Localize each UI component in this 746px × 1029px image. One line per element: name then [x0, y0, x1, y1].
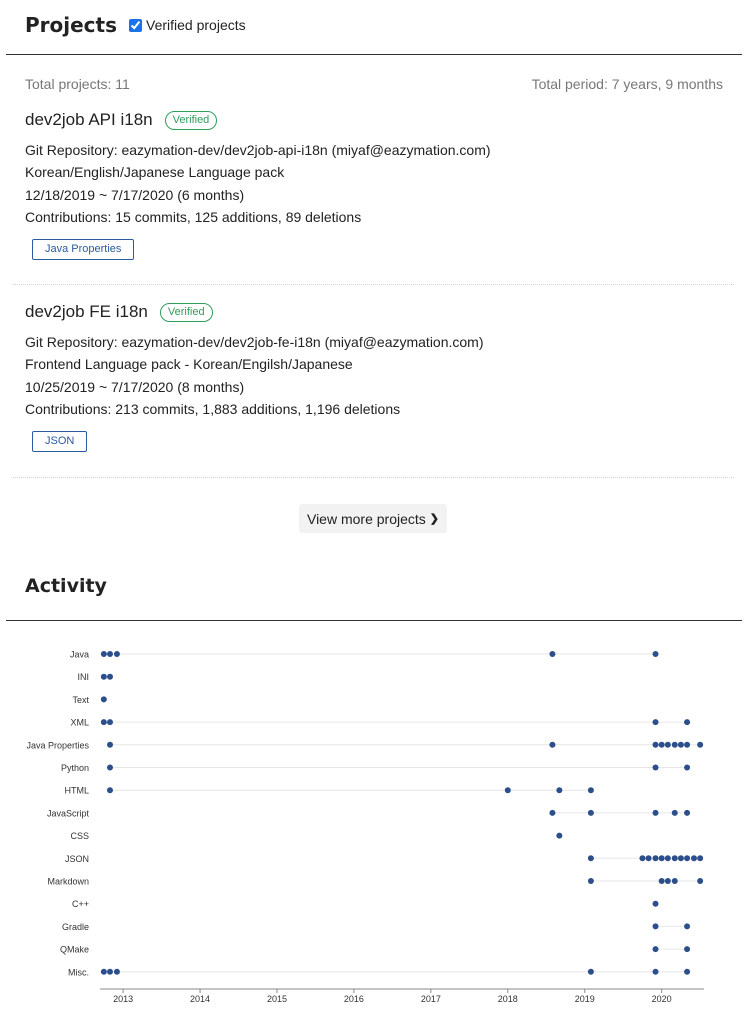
category-label: HTML — [64, 785, 89, 796]
project-period: 10/25/2019 ~ 7/17/2020 (8 months) — [25, 378, 245, 395]
data-point — [684, 810, 690, 816]
category-label: Python — [60, 763, 89, 773]
x-tick-label: 2018 — [497, 994, 518, 1004]
data-point — [672, 878, 678, 884]
category-label: JavaScript — [46, 808, 89, 819]
data-point — [639, 855, 645, 861]
data-point — [691, 855, 697, 861]
data-point — [678, 855, 684, 861]
category-label: Text — [72, 694, 89, 705]
data-point — [672, 810, 678, 816]
data-point — [697, 855, 703, 861]
projects-summary — [25, 76, 723, 92]
category-label: Gradle — [61, 921, 89, 932]
data-point — [665, 878, 671, 884]
header-divider — [6, 54, 742, 55]
project-divider — [13, 477, 734, 478]
project-card — [25, 107, 734, 260]
data-point — [659, 855, 665, 861]
category-label: JSON — [64, 853, 89, 864]
data-point — [107, 674, 113, 680]
data-point — [556, 833, 562, 839]
category-label: CSS — [70, 831, 89, 842]
data-point — [588, 878, 594, 884]
category-label: Misc. — [68, 967, 89, 978]
category-label: XML — [70, 717, 89, 728]
project-contributions: Contributions: 15 commits, 125 additions, 89 deletions — [25, 208, 362, 225]
verified-projects-label: Verified projects — [146, 17, 246, 33]
data-point — [659, 742, 665, 748]
data-point — [101, 696, 107, 702]
data-point — [672, 742, 678, 748]
data-point — [665, 855, 671, 861]
data-point — [653, 946, 659, 952]
category-label: Java — [69, 649, 89, 660]
data-point — [101, 969, 107, 975]
project-name[interactable]: dev2job API i18n — [25, 110, 153, 129]
verified-projects-checkbox[interactable] — [129, 19, 142, 32]
view-more-label: View more projects — [306, 510, 426, 527]
total-projects: Total projects: 11 — [25, 76, 130, 92]
data-point — [684, 969, 690, 975]
project-divider — [13, 284, 734, 285]
x-tick-label: 2017 — [420, 994, 441, 1004]
project-repository: Git Repository: eazymation-dev/dev2job-api-i18n (miyaf@eazymation.com) — [25, 142, 491, 158]
data-point — [684, 855, 690, 861]
data-point — [549, 742, 555, 748]
data-point — [549, 810, 555, 816]
category-label: INI — [77, 672, 89, 683]
data-point — [653, 901, 659, 907]
activity-divider — [6, 620, 742, 621]
data-point — [101, 719, 107, 725]
data-point — [107, 742, 113, 748]
page-title: Projects — [25, 13, 118, 37]
data-point — [684, 719, 690, 725]
verified-projects-filter[interactable] — [129, 17, 246, 33]
category-label: Java Properties — [26, 740, 89, 751]
data-point — [107, 969, 113, 975]
language-tag[interactable]: JSON — [32, 431, 87, 452]
data-point — [646, 855, 652, 861]
data-point — [653, 969, 659, 975]
activity-title: Activity — [25, 575, 107, 597]
data-point — [653, 765, 659, 771]
view-more-projects-button[interactable] — [299, 504, 447, 533]
data-point — [588, 969, 594, 975]
category-label: Markdown — [47, 876, 89, 887]
data-point — [556, 787, 562, 793]
data-point — [653, 719, 659, 725]
data-point — [114, 651, 120, 657]
data-point — [653, 742, 659, 748]
data-point — [672, 855, 678, 861]
x-tick-label: 2014 — [190, 994, 211, 1004]
data-point — [653, 855, 659, 861]
chevron-down-icon: ❯ — [429, 513, 439, 525]
data-point — [678, 742, 684, 748]
data-point — [505, 787, 511, 793]
project-contributions: Contributions: 213 commits, 1,883 additions, 1,196 deletions — [25, 400, 401, 417]
project-repository: Git Repository: eazymation-dev/dev2job-fe-i18n (miyaf@eazymation.com) — [25, 334, 484, 350]
data-point — [653, 923, 659, 929]
x-tick-label: 2013 — [113, 994, 134, 1004]
data-point — [101, 674, 107, 680]
data-point — [114, 969, 120, 975]
project-period: 12/18/2019 ~ 7/17/2020 (6 months) — [25, 186, 245, 203]
project-name[interactable]: dev2job FE i18n — [25, 302, 148, 321]
data-point — [653, 651, 659, 657]
project-description: Frontend Language pack - Korean/Engilsh/Japanese — [25, 356, 353, 373]
category-label: QMake — [59, 944, 89, 955]
category-label: C++ — [71, 899, 89, 910]
activity-chart — [0, 630, 746, 1025]
language-tag[interactable]: Java Properties — [32, 239, 134, 260]
verified-badge: Verified — [165, 111, 218, 130]
data-point — [697, 742, 703, 748]
total-period: Total period: 7 years, 9 months — [531, 76, 723, 92]
data-point — [659, 878, 665, 884]
data-point — [107, 719, 113, 725]
data-point — [588, 787, 594, 793]
project-description: Korean/English/Japanese Language pack — [25, 164, 285, 181]
verified-badge: Verified — [160, 303, 213, 322]
data-point — [588, 810, 594, 816]
x-tick-label: 2020 — [651, 994, 672, 1004]
data-point — [588, 855, 594, 861]
x-tick-label: 2016 — [343, 994, 364, 1004]
data-point — [684, 742, 690, 748]
projects-header — [25, 10, 246, 40]
data-point — [107, 787, 113, 793]
x-tick-label: 2015 — [266, 994, 287, 1004]
x-tick-label: 2019 — [574, 994, 595, 1004]
data-point — [684, 923, 690, 929]
data-point — [101, 651, 107, 657]
data-point — [665, 742, 671, 748]
data-point — [684, 946, 690, 952]
data-point — [653, 810, 659, 816]
data-point — [549, 651, 555, 657]
data-point — [697, 878, 703, 884]
data-point — [107, 765, 113, 771]
project-card — [25, 299, 734, 452]
data-point — [107, 651, 113, 657]
data-point — [684, 765, 690, 771]
